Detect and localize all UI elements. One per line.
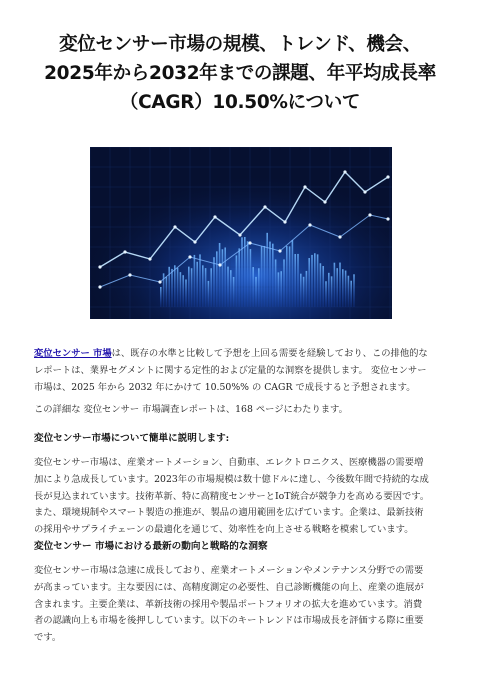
decor-bar [317,254,319,307]
decor-bar [250,249,252,307]
decor-bar [208,281,210,307]
decor-bar [233,277,235,307]
decor-dot [248,241,251,244]
decor-dot [213,215,216,218]
intro-paragraph [34,346,448,396]
decor-bar [258,268,260,307]
decor-bar [174,265,176,307]
decor-dot [98,265,101,268]
overview-line: 長が見込まれています。技術革新、特に高精度センサーとIoT統合が競争力を高める要因です。 [34,490,430,502]
overview-line: また、環境規制やスマート製造の推進が、製品の適用範囲を広げています。企業は、最新技術 [34,507,424,519]
intro-line-1-text: は、既存の水準と比較して予想を上回る需要を経験しており、この排他的な [111,348,428,359]
trends-line: です。 [34,632,62,644]
pages-note-text: この詳細な 変位センサー 市場調査レポートは、168 ページにわたります。 [34,404,348,415]
decor-bar [294,254,296,307]
decor-bar [185,279,187,307]
decor-bar [238,248,240,307]
decor-bar [322,266,324,307]
decor-bar [199,254,201,307]
decor-dot [323,200,326,203]
trends-line: 変位センサー市場は急速に成長しており、産業オートメーションやメンテナンス分野での需要 [34,565,424,576]
decor-dot [158,280,161,283]
decor-dot [343,170,346,173]
decor-bar [166,277,168,307]
decor-dot [338,235,341,238]
decor-bar [275,259,277,307]
title-line-2: 2025年から2032年までの課題、年平均成長率 [44,63,436,84]
decor-bar [202,265,204,307]
decor-dot [188,255,191,258]
overview-paragraph [34,455,448,539]
decor-bar [222,249,224,307]
decor-bar [264,246,266,307]
decor-bar [194,255,196,307]
decor-bar [306,271,308,307]
decor-bar [230,270,232,307]
decor-bar [334,263,336,307]
decor-bar [292,240,294,307]
document-title [20,30,460,117]
decor-bar [269,242,271,307]
decor-bar [339,263,341,307]
pages-note [34,402,448,419]
decor-dot [368,213,371,216]
decor-bar [308,258,310,307]
decor-bar [311,255,313,307]
decor-bar [213,257,215,307]
trends-line: が高まっています。主な要因には、高精度測定の必要性、自己診断機能の向上、産業の進展が [34,581,424,593]
overview-line: 加により急成長しています。2023年の市場規模は数十億ドルに達し、今後数年間で持続的な成 [34,473,429,485]
decor-bar [219,243,221,307]
decor-dot [193,240,196,243]
decor-bar [297,254,299,307]
decor-dot [218,263,221,266]
decor-bar [266,233,268,307]
overview-line: 変位センサー市場は、産業オートメーション、自動車、エレクトロニクス、医療機器の需要増 [34,457,424,468]
decor-bar [180,272,182,307]
trends-line: 含まれます。主要企業は、革新技術の採用や製品ポートフォリオの拡大を進めています。消費 [34,598,423,610]
decor-bar [205,268,207,307]
decor-dot [386,217,389,220]
decor-bar [345,271,347,307]
decor-bar [196,262,198,307]
decor-bar [286,246,288,307]
decor-dot [148,257,151,260]
decor-dot [263,205,266,208]
decor-bar [188,267,190,307]
decor-bar [252,267,254,307]
title-line-1: 変位センサー市場の規模、トレンド、機会、 [59,34,421,55]
title-line-3: （CAGR）10.50%について [119,92,361,113]
decor-bar [325,281,327,307]
decor-bar [224,247,226,307]
decor-dot [123,250,126,253]
decor-bar [336,268,338,307]
decor-bar [182,275,184,307]
decor-dot [283,220,286,223]
decor-bar [283,259,285,307]
decor-bar [314,253,316,307]
decor-bar [216,251,218,307]
decor-dot [128,273,131,276]
decor-bar [255,277,257,307]
decor-bar [171,269,173,307]
decor-bar [289,246,291,307]
intro-line-3: 市場は、2025 年から 2032 年にかけて 10.50%% の CAGR で成長すると予想されます。 [34,381,416,393]
decor-bar [247,241,249,307]
intro-line-2: レポートは、業界セグメントに関する定性的および定量的な洞察を提供します。 変位センサー [34,364,427,376]
trends-line: 者の認識向上も市場を後押ししています。以下のキートレンドは市場成長を評価する際に重要 [34,615,424,627]
decor-dot [386,175,389,178]
decor-dot [278,249,281,252]
decor-bar [261,246,263,307]
decor-bar [353,274,355,307]
decor-bar [342,269,344,307]
decor-bar [241,237,243,307]
decor-dot [98,285,101,288]
intro-line-1 [34,346,448,363]
decor-bar [210,268,212,307]
decor-bar [227,267,229,307]
decor-bar [160,287,162,307]
hero-illustration [90,147,392,319]
decor-bar [278,272,280,307]
overview-line: の採用やサプライチェーンの最適化を通じて、効率性を向上させる戦略を模索しています。 [34,524,414,536]
decor-bar [280,271,282,307]
decor-bar [348,276,350,307]
decor-bar [328,273,330,307]
trends-paragraph [34,563,448,647]
decor-bar [177,268,179,307]
section-heading-overview: 変位センサー市場について簡単に説明します: [34,433,230,444]
decor-dot [303,185,306,188]
section-heading-trends: 変位センサー 市場における最新の動向と戦略的な洞察 [34,541,268,552]
decor-bar [300,274,302,307]
decor-bar [320,263,322,307]
decor-dot [173,225,176,228]
decor-bar [272,244,274,307]
decor-bar [191,268,193,307]
decor-bar [236,255,238,307]
decor-bar [331,276,333,307]
decor-dot [363,190,366,193]
financial-chart-image-icon [90,147,392,319]
decor-bar [168,267,170,307]
decor-bar [350,281,352,307]
market-link[interactable]: 変位センサー 市場 [34,348,112,359]
decor-dot [308,223,311,226]
decor-dot [238,233,241,236]
decor-bar [303,277,305,307]
